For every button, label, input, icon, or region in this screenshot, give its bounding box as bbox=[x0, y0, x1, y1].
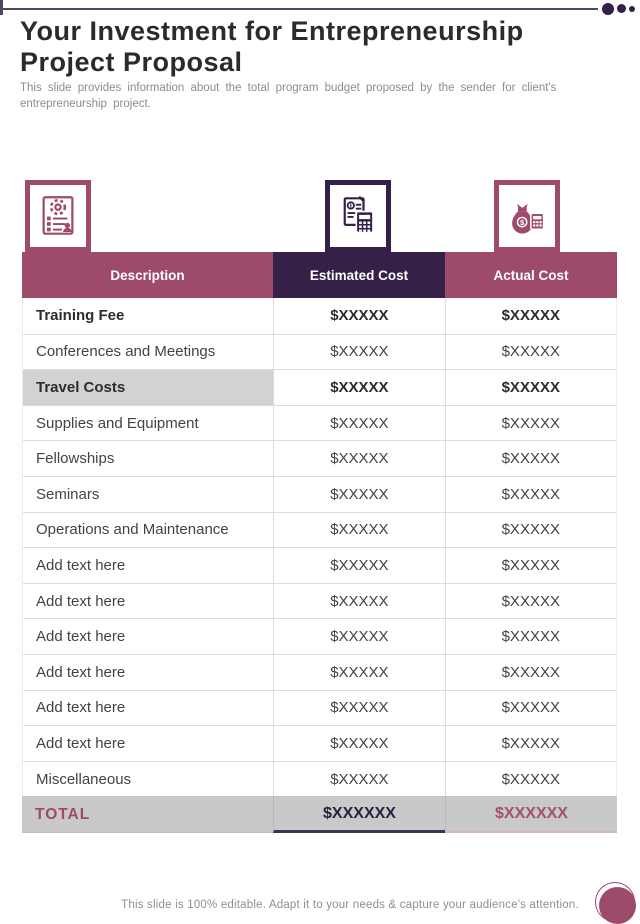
row-estimated-cost: $XXXXX bbox=[273, 548, 444, 583]
decorative-dot-small bbox=[629, 6, 635, 12]
table-row bbox=[23, 761, 616, 797]
row-description: Conferences and Meetings bbox=[36, 343, 216, 361]
top-divider-line bbox=[0, 8, 598, 10]
row-estimated-cost: $XXXXX bbox=[273, 584, 444, 619]
table-row bbox=[23, 654, 616, 690]
table-row bbox=[23, 334, 616, 370]
table-body bbox=[22, 298, 617, 796]
row-description: Travel Costs bbox=[23, 370, 273, 405]
svg-text:$: $ bbox=[519, 217, 525, 227]
row-actual-cost: $XXXXX bbox=[445, 477, 616, 512]
invoice-calculator-icon bbox=[338, 195, 378, 237]
header-estimated-cost: Estimated Cost bbox=[273, 252, 445, 298]
table-row bbox=[23, 369, 616, 405]
row-description: Add text here bbox=[36, 663, 126, 681]
description-icon-frame bbox=[25, 180, 91, 252]
row-estimated-cost: $XXXXX bbox=[273, 619, 444, 654]
row-actual-cost: $XXXXX bbox=[445, 655, 616, 690]
header-description: Description bbox=[22, 252, 273, 298]
row-estimated-cost: $XXXXX bbox=[273, 441, 444, 476]
row-estimated-cost: $XXXXX bbox=[273, 477, 444, 512]
row-estimated-cost: $XXXXX bbox=[273, 655, 444, 690]
table-row bbox=[23, 547, 616, 583]
table-total-row bbox=[22, 796, 617, 833]
table-row bbox=[23, 690, 616, 726]
row-estimated-cost: $XXXXX bbox=[273, 370, 444, 405]
slide-subtitle: This slide provides information about the total program budget proposed by the sender for client's entrepreneurship project. bbox=[20, 82, 557, 110]
row-description: Add text here bbox=[36, 628, 126, 646]
row-actual-cost: $XXXXX bbox=[445, 762, 616, 797]
row-estimated-cost: $XXXXX bbox=[273, 513, 444, 548]
table-row bbox=[23, 725, 616, 761]
row-estimated-cost: $XXXXX bbox=[273, 691, 444, 726]
table-row bbox=[23, 298, 616, 334]
table-row bbox=[23, 618, 616, 654]
table-row bbox=[23, 512, 616, 548]
row-description: Add text here bbox=[36, 592, 126, 610]
row-actual-cost: $XXXXX bbox=[445, 335, 616, 370]
total-actual-cost: $XXXXXX bbox=[445, 797, 617, 833]
page-title-line2: Project Proposal bbox=[20, 47, 243, 77]
row-estimated-cost: $XXXXX bbox=[273, 335, 444, 370]
row-actual-cost: $XXXXX bbox=[445, 298, 616, 334]
actual-cost-icon-frame bbox=[494, 180, 560, 252]
total-label: TOTAL bbox=[22, 797, 273, 833]
estimated-cost-icon-frame bbox=[325, 180, 391, 252]
row-description: Miscellaneous bbox=[36, 770, 132, 788]
corner-circle-decoration bbox=[599, 887, 636, 924]
table-row bbox=[23, 440, 616, 476]
row-description: Seminars bbox=[36, 485, 100, 503]
table-row bbox=[23, 476, 616, 512]
footer-note: This slide is 100% editable. Adapt it to your needs & capture your audience's attention. bbox=[121, 899, 579, 911]
row-actual-cost: $XXXXX bbox=[445, 726, 616, 761]
row-estimated-cost: $XXXXX bbox=[273, 298, 444, 334]
row-actual-cost: $XXXXX bbox=[445, 441, 616, 476]
table-header-row bbox=[22, 252, 617, 298]
header-actual-cost: Actual Cost bbox=[445, 252, 617, 298]
page-title bbox=[20, 16, 580, 78]
row-description: Training Fee bbox=[36, 307, 125, 325]
table-row bbox=[23, 583, 616, 619]
row-actual-cost: $XXXXX bbox=[445, 691, 616, 726]
row-actual-cost: $XXXXX bbox=[445, 548, 616, 583]
decorative-dot-medium bbox=[617, 4, 626, 13]
row-description: Add text here bbox=[36, 556, 126, 574]
row-actual-cost: $XXXXX bbox=[445, 406, 616, 441]
decorative-dot-large bbox=[602, 3, 614, 15]
money-bag-calculator-icon bbox=[507, 195, 547, 237]
row-actual-cost: $XXXXX bbox=[445, 513, 616, 548]
row-description: Fellowships bbox=[36, 450, 115, 468]
row-estimated-cost: $XXXXX bbox=[273, 726, 444, 761]
row-actual-cost: $XXXXX bbox=[445, 370, 616, 405]
row-estimated-cost: $XXXXX bbox=[273, 406, 444, 441]
project-checklist-gear-icon bbox=[38, 195, 78, 237]
row-actual-cost: $XXXXX bbox=[445, 619, 616, 654]
row-description: Add text here bbox=[36, 734, 126, 752]
cost-table bbox=[22, 252, 617, 833]
row-actual-cost: $XXXXX bbox=[445, 584, 616, 619]
page-title-line1: Your Investment for Entrepreneurship bbox=[20, 16, 524, 46]
total-estimated-cost: $XXXXXX bbox=[273, 797, 445, 833]
row-description: Supplies and Equipment bbox=[36, 414, 199, 432]
row-description: Add text here bbox=[36, 699, 126, 717]
table-row bbox=[23, 405, 616, 441]
row-description: Operations and Maintenance bbox=[36, 521, 229, 539]
row-estimated-cost: $XXXXX bbox=[273, 762, 444, 797]
